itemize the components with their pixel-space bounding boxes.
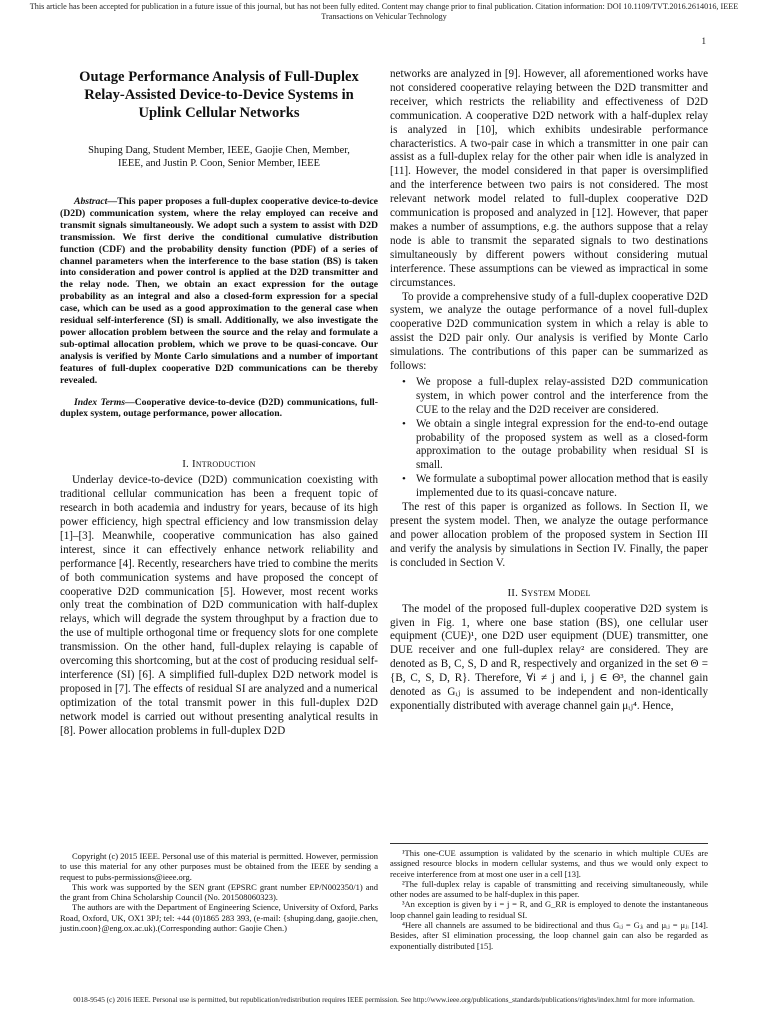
footnote-3: ³An exception is given by i = j = R, and G_RR is employed to denote the instantaneous loop channel gain leading to residual SI. <box>390 899 708 920</box>
bullet-icon: • <box>402 473 406 486</box>
system-model-paragraph: The model of the proposed full-duplex cooperative D2D system is given in Fig. 1, where one base station (BS), one cellular user equipment (CUE)¹, one D2D user equipment (DUE) transmitter, one DUE receiver and one full-duplex relay² are considered. They are denoted as B, C, S, D and R, respectively and organized in the set Θ = {B, C, S, D, R}. Therefore, ∀i ≠ j and i, j ∈ Θ³, the channel gain denoted as Gᵢⱼ is assumed to be independent and non-identically exponentially distributed with average channel gain μᵢⱼ⁴. Hence, <box>390 602 708 712</box>
left-footnotes <box>60 851 378 933</box>
bullet-icon: • <box>402 417 406 430</box>
footnote-2: ²The full-duplex relay is capable of transmitting and receiving simultaneously, while other nodes are assumed to be half-duplex in this paper. <box>390 878 708 900</box>
abstract-body: —This paper proposes a full-duplex cooperative device-to-device (D2D) communication system, where the relay employed can receive and transmit signals simultaneously. We adopt such a system to assist with D2D transmission. We first derive the conditional cumulative distribution function (CDF) and the probability density function (PDF) of a series of channel parameters when the interference to the base station (BS) is taken into consideration and power control is applied at the D2D transmitter and the relay node. Then, we obtain an exact expression for the outage probability as an integral and also a closed-form expression for a special case, which can be used as a good approximation to the general case when residual self-interference (SI) is small. Additionally, we also investigate the power allocation problem between the source and the relay and formulate a sub-optimal allocation problem, which we prove to be quasi-concave. Our analysis is verified by Monte Carlo simulations and a number of important features of full-duplex cooperative D2D communications can be thereby revealed. <box>60 196 378 386</box>
abstract-lead: Abstract <box>74 196 108 207</box>
intro-paragraph: Underlay device-to-device (D2D) communication coexisting with traditional cellular communication has been a frequent topic of research in both academia and industry for years, because of its high power efficiency, high spectral efficiency and low transmission delay [1]–[3]. Meanwhile, cooperative communication has also gained interest, since it can effectively enhance network reliability and performance [4]. Recently, researchers have tried to combine the merits of both communication systems and have proposed the concept of cooperative D2D communication [5]. However, most recent works only treat the combination of D2D communication with half-duplex relays, which will degrade the system throughput by a fraction due to the use of multiple orthogonal time or frequency slots for one complete transmission. On the other hand, full-duplex relaying is capable of overcoming this shortcoming, but at the cost of producing residual self-interference (SI) [6]. A simplified full-duplex D2D network model is proposed in [7]. The effects of residual SI are analyzed and a numerical optimization of the total transmit power in this full-duplex D2D network model is carried out without presenting analytical results in [8]. Power allocation problems in full-duplex D2D <box>60 474 378 737</box>
section-heading-introduction: I. Introduction <box>182 458 256 471</box>
footnote-4: ⁴Here all channels are assumed to be bidirectional and thus Gᵢⱼ = Gⱼᵢ and μᵢⱼ = μⱼᵢ [14]. Besides, after SI elimination processing, the loop channel gain can also be regarded as exponentially distributed [15]. <box>390 920 708 951</box>
right-footnotes <box>390 843 708 951</box>
accept-notice: This article has been accepted for publication in a future issue of this journal, but has not been fully edited. Content may change prior to final publication. Citation information: DOI 10.1109/TVT.2016.2614016, IEEE Transactions on Vehicular Technology <box>29 2 739 21</box>
index-terms <box>60 397 378 421</box>
organization-paragraph: The rest of this paper is organized as follows. In Section II, we present the system model. Then, we analyze the outage performance and power allocation problem of the proposed system in Section III and verify the analysis by simulations in Section IV. Finally, the paper is concluded in Section V. <box>390 501 708 569</box>
related-work-paragraph: networks are analyzed in [9]. However, all aforementioned works have not considered cooperative relaying between the D2D transmitter and receiver, which restricts the reliability and effectiveness of D2D communication. A cooperative D2D network with a half-duplex relay is analyzed in [10], which exhibits undesirable performance characteristics. A two-pair case in which a transmitter in one pair can assist as a full-duplex relay for the other pair when idle is analyzed in [11]. However, the model considered in that paper is oversimplified and the interference between two pairs is not considered. The most relevant network model related to full-duplex cooperative D2D communication is proposed and analyzed in [12]. However, that paper makes a number of assumptions, e.g. the authors suppose that a relay node is able to transmit the separated signals to two destinations simultaneously by different powers without considering mutual interference. These assumptions can be viewed as impractical in some circumstances. <box>390 68 708 289</box>
index-terms-body: —Cooperative device-to-device (D2D) communications, full-duplex system, outage performance, power allocation. <box>60 396 378 420</box>
list-item: • We propose a full-duplex relay-assisted D2D communication system, in which power control and the interference from the CUE to the relay and the D2D receiver are considered. <box>402 375 708 416</box>
paper-title: Outage Performance Analysis of Full-Duplex Relay-Assisted Device-to-Device Systems in Uplink Cellular Networks <box>79 69 359 121</box>
footnote-1: ¹This one-CUE assumption is validated by the scenario in which multiple CUEs are assigned resource blocks in modern cellular systems, and thus we would only expect to receive interference from at most one user in a cell [13]. <box>390 848 708 879</box>
page-number: 1 <box>701 36 706 46</box>
abstract <box>60 196 378 387</box>
bullet-icon: • <box>402 375 406 388</box>
index-terms-lead: Index Terms <box>74 396 125 408</box>
copyright-note: Copyright (c) 2015 IEEE. Personal use of this material is permitted. However, permission to use this material for any other purposes must be obtained from the IEEE by sending a request to pubs-permissions@ieee.org. <box>60 851 378 882</box>
contributions-intro-paragraph: To provide a comprehensive study of a full-duplex cooperative D2D system, we analyze the outage performance of a novel full-duplex cooperative D2D communication system in which a relay is able to assist the D2D pair only. Our analysis is verified by Monte Carlo simulations. The contributions of this paper can be summarized as follows: <box>390 290 708 373</box>
section-heading-system-model: II. System Model <box>507 586 591 599</box>
rights-notice: 0018-9545 (c) 2016 IEEE. Personal use is permitted, but republication/redistribution requires IEEE permission. See http://www.ieee.org/publications_standards/publications/rights/index.html for more information. <box>73 995 695 1004</box>
right-column <box>390 68 708 714</box>
paper-authors: Shuping Dang, Student Member, IEEE, Gaojie Chen, Member, IEEE, and Justin P. Coon, Senior Member, IEEE <box>88 145 350 169</box>
list-item: • We formulate a suboptimal power allocation method that is easily implemented due to its quasi-concave nature. <box>402 473 708 500</box>
left-column <box>60 68 378 739</box>
grant-note: This work was supported by the SEN grant (EPSRC grant number EP/N002350/1) and the grant from China Scholarship Council (No. 201508060323). <box>60 881 378 903</box>
contributions-list <box>390 376 708 501</box>
affiliation-note: The authors are with the Department of Engineering Science, University of Oxford, Parks Road, Oxford, UK, OX1 3PJ; tel: +44 (0)1865 283 393, (e-mail: {shuping.dang, gaojie.chen, justin.coon}@eng.ox.ac.uk).(Corresponding author: Gaojie Chen.) <box>60 902 378 934</box>
list-item: • We obtain a single integral expression for the end-to-end outage probability of the proposed system as well as a closed-form approximation to the outage probability when residual SI is small. <box>402 417 708 472</box>
